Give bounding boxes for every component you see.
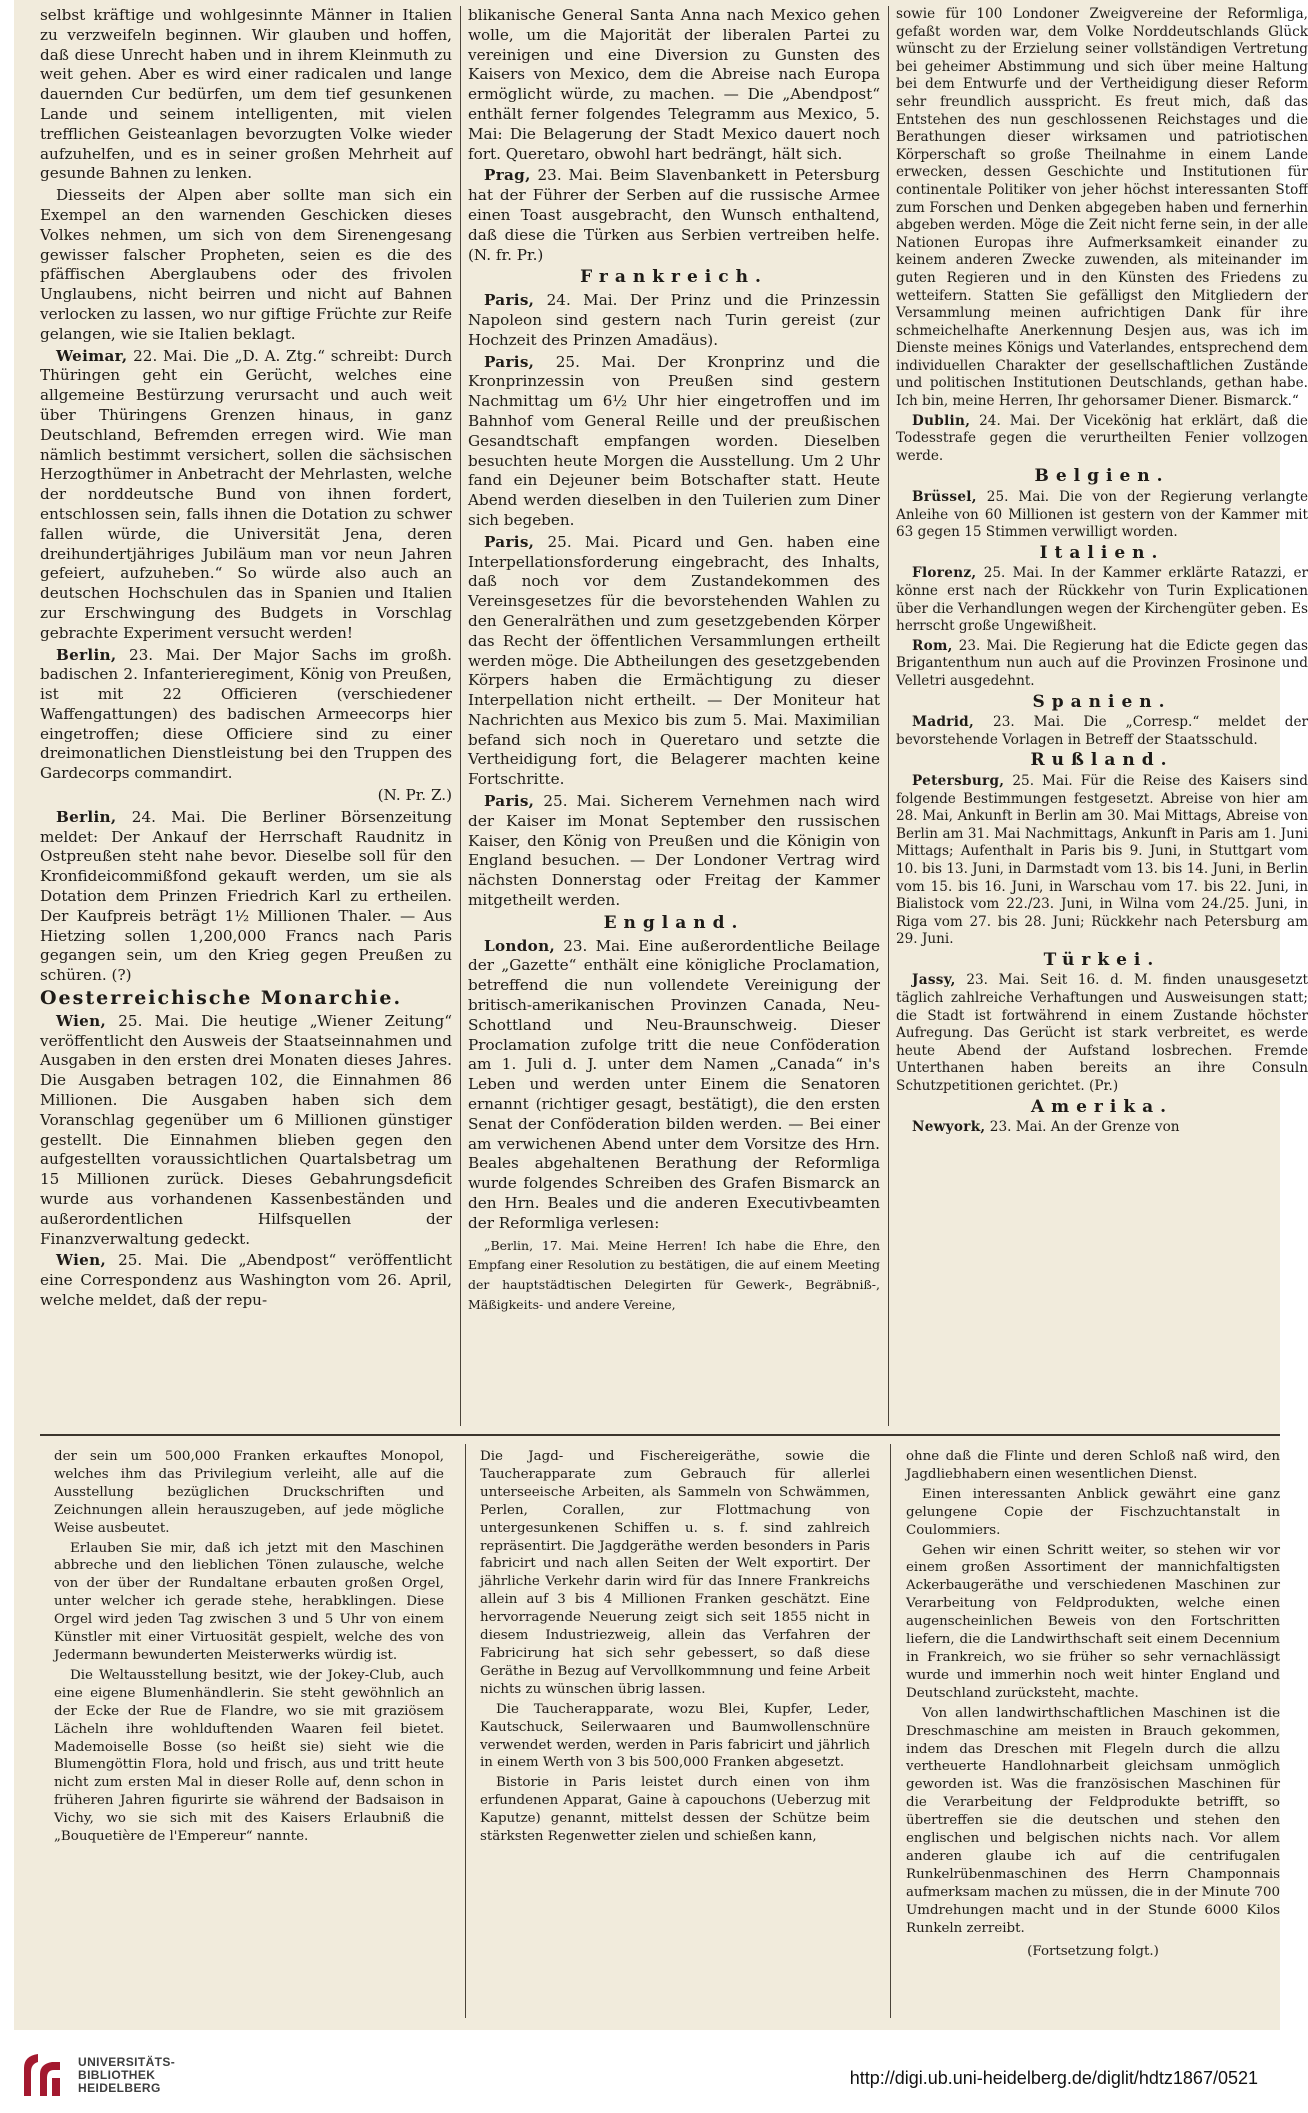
news-item: [896, 714, 1308, 749]
news-text: 23. Mai. Seit 16. d. M. finden unausgesetzt täglich zahlreiche Verhaftungen und Ausweisungen statt; die Stadt ist fortwährend in einem Zustande höchster Aufregung. Das Gerücht ist stark verbreitet, es werde heute Abend der Aufstand losbrechen. Fremde Unterthanen haben bereits an ihre Consuln Schutzpetitionen gerichtet. (Pr.): [896, 972, 1308, 1095]
news-text: 25. Mai. Sicherem Vernehmen nach wird der Kaiser im Monat September den russischen Kaiser, den König von Preußen und die Königin von England besuchen. — Der Londoner Vertrag wird nächsten Donnerstag oder Freitag der Kammer mitgetheilt werden.: [468, 792, 881, 910]
column-3: [896, 6, 1308, 1426]
dateline-place: Prag,: [484, 166, 531, 185]
news-item: [468, 291, 880, 350]
news-item: [896, 565, 1308, 635]
news-section: [40, 0, 1308, 1430]
dateline-place: Madrid,: [912, 714, 975, 731]
column-divider: [460, 6, 461, 1426]
section-heading: Italien.: [1039, 542, 1165, 563]
news-text: 23. Mai. Eine außerordentliche Beilage der „Gazette“ enthält eine königliche Proclamation, betreffend die nun vollendete Vereinigung der britisch-amerikanischen Provinzen Canada, Neu-Schottland und Neu-Braunschweig. Dieser Proclamation zufolge tritt die neue Conföderation am 1. Juli d. J. unter dem Namen „Canada“ in's Leben und werden unter Einem die Senatoren ernannt (richtiger gesagt, bestätigt), die den ersten Senat der Conföderation bilden werden. — Bei einer am verwichenen Abend unter dem Vorsitze des Hrn. Beales abgehaltenen Berathung der Reformliga wurde folgendes Schreiben des Grafen Bismarck an den Hrn. Beales und die anderen Executivbeamten der Reformliga verlesen:: [468, 936, 881, 1232]
news-text: 24. Mai. Der Prinz und die Prinzessin Napoleon sind gestern nach Turin gereist (zur Hochzeit des Prinzen Amadäus).: [468, 291, 881, 349]
feuilleton-divider: [40, 1434, 1280, 1436]
news-text: 22. Mai. Die „D. A. Ztg.“ schreibt: Durch Thüringen geht ein Gerücht, welches eine allgemeine Bestürzung verursacht und auch weit über Thüringens Grenzen hinaus, in ganz Deutschland, Befremden erregen wird. Wie man nämlich bestimmt versichert, sollen die sächsischen Herzogthümer in Anbetracht der Mehrlasten, welche der norddeutsche Bund von ihnen fordert, entschlossen sein, falls ihnen die Dotation zu schwer fallen würde, die Universität Jena, deren dreihundertjähriges Jubiläum man vor neun Jahren gefeiert, aufzuheben.“ So würde also auch an deutschen Hochschulen das in Spanien und Italien zur Erschwingung des Budgets in Vorschlag gebrachte Experiment versucht werden!: [40, 346, 452, 642]
news-text: 24. Mai. Die Berliner Börsenzeitung meldet: Der Ankauf der Herrschaft Raudnitz in Ostpreußen steht nahe bevor. Dieselbe soll für den Kronfideicommißfond gekauft werden, um sie als Dotation dem Prinzen Friedrich Karl zu ertheilen. Der Kaufpreis beträgt 1½ Millionen Thaler. — Aus Hietzing sollen 1,200,000 Francs nach Paris gegangen sein, um den Krieg gegen Preußen zu schüren. (?): [40, 807, 453, 985]
news-text: 25. Mai. Für die Reise des Kaisers sind folgende Bestimmungen festgesetzt. Abreise von hier am 28. Mai, Ankunft in Berlin am 30. Mai Mittags, Abreise von Berlin am 31. Mai Nachmittags, Ankunft in Paris am 1. Juni Mittags; Aufenthalt in Paris bis 9. Juni, in Stuttgart vom 10. bis 13. Juni, in Darmstadt vom 13. bis 14. Juni, in Berlin vom 15. bis 16. Juni, in Warschau vom 17. bis 22. Juni, in Bialistock vom 22./23. Juni, in Wilna vom 24./25. Juni, in Riga vom 27. bis 28. Juni; Rückkehr nach Petersburg am 29. Juni.: [896, 772, 1308, 948]
paragraph: Von allen landwirthschaftlichen Maschinen ist die Dreschmaschine am meisten in Brauch gekommen, indem das Dreschen mit Flegeln durch die allzu vertheuerte Handlohnarbeit gleichsam unmöglich geworden ist. Was die französischen Maschinen für die Verarbeitung der Feldprodukte betrifft, so übertreffen sie die deutschen und stehen den englischen und belgischen nichts nach. Vor allem anderen glaube ich auf die centrifugalen Runkelrübenmaschinen des Herrn Champonnais aufmerksam machen zu müssen, die in der Minute 700 Umdrehungen macht und in der Stunde 6000 Kilos Runkeln zerreibt.: [906, 1705, 1280, 1936]
dateline-place: Florenz,: [912, 565, 977, 582]
section-heading: Frankreich.: [580, 267, 768, 288]
column-1: [40, 6, 452, 1426]
dateline-place: Newyork,: [912, 1119, 986, 1136]
source-attribution: (N. Pr. Z.): [377, 786, 452, 805]
news-item: [40, 1251, 452, 1310]
paragraph: „Berlin, 17. Mai. Meine Herren! Ich habe die Ehre, den Empfang einer Resolution zu bestätigen, die auf einem Meeting der hauptstädtischen Delegirten für Gewerk-, Begräbniß-, Mäßigkeits- und andere Vereine,: [468, 1237, 880, 1312]
news-item: [896, 413, 1308, 466]
news-item: [468, 792, 880, 911]
news-text: 23. Mai. Der Major Sachs im großh. badischen 2. Infanterieregiment, König von Preußen, ist mit 22 Officieren (verschiedener Waffengattungen) des badischen Armeecorps hier eingetroffen; diese Officiere sind zu einer dreimonatlichen Dienstleistung bei den Truppen des Gardecorps commandirt.: [40, 645, 453, 783]
column-divider: [890, 1444, 891, 2018]
feuilleton-section: [40, 1440, 1280, 2025]
dateline-place: Berlin,: [56, 645, 117, 664]
column-divider: [888, 6, 889, 1426]
permalink-url[interactable]: http://digi.ub.uni-heidelberg.de/diglit/hdtz1867/0521: [849, 2068, 1258, 2088]
dateline-place: Berlin,: [56, 807, 117, 826]
news-item: [896, 489, 1308, 542]
dateline-place: Brüssel,: [912, 489, 977, 506]
dateline-place: Paris,: [484, 352, 535, 371]
news-item: [896, 972, 1308, 1095]
news-text: 25. Mai. Die heutige „Wiener Zeitung“ veröffentlicht den Ausweis der Staatseinnahmen und Ausgaben in den ersten drei Monaten dieses Jahres. Die Ausgaben betragen 102, die Einnahmen 86 Millionen. Die Ausgaben haben sich dem Voranschlag gegenüber um 6 Millionen günstiger gestellt. Die Einnahmen blieben gegen den aufgestellten voraussichtlichen Quartalsbetrag um 15 Millionen zurück. Dieses Gebahrungsdeficit wurde aus vorhandenen Kassenbeständen und außerordentlichen Hilfsquellen der Finanzverwaltung gedeckt.: [40, 1011, 453, 1248]
section-heading: Spanien.: [1032, 691, 1172, 712]
news-text: 25. Mai. Picard und Gen. haben eine Interpellationsforderung eingebracht, des Inhalts, daß noch vor dem Zustandekommen des Vereinsgesetzes für die bevorstehenden Wahlen zu den Generalräthen und zum gesetzgebenden Körper das Recht der öffentlichen Versammlungen ertheilt werden möge. Die Abtheilungen des gesetzgebenden Körpers haben die Ermächtigung zu dieser Interpellation nicht ertheilt. — Der Moniteur hat Nachrichten aus Mexico bis zum 5. Mai. Maximilian befand sich noch in Queretaro und setzte die Vertheidigung fort, die Belagerer machten keine Fortschritte.: [468, 532, 880, 789]
section-heading: England.: [603, 912, 745, 933]
news-text: 23. Mai. An der Grenze von: [989, 1119, 1180, 1136]
paragraph: Einen interessanten Anblick gewährt eine ganz gelungene Copie der Fischzuchtanstalt in Coulommiers.: [906, 1486, 1280, 1538]
news-item: [896, 773, 1308, 949]
news-text: 25. Mai. In der Kammer erklärte Ratazzi, er könne erst nach der Rückkehr von Turin Explicationen über die Verhandlungen wegen der Kirchengüter geben. Es herrscht große Ungewißheit.: [896, 565, 1308, 635]
library-line-3: HEIDELBERG: [78, 2081, 161, 2095]
section-heading: Belgien.: [1034, 466, 1170, 487]
section-heading: Türkei.: [1043, 949, 1161, 970]
news-item: [468, 353, 880, 531]
news-text: 23. Mai. Beim Slavenbankett in Petersburg hat der Führer der Serben auf die russische Armee einen Toast ausgebracht, den Wunsch enthaltend, daß diese die Türken aus Serbien vertreiben helfe. (N. fr. Pr.): [468, 166, 880, 264]
paragraph: Die Jagd- und Fischereigeräthe, sowie die Taucherapparate zum Gebrauch für allerlei unterseeische Arbeiten, als Sammeln von Schwämmen, Perlen, Corallen, zur Flottmachung von untergesunkenen Schiffen u. s. f. sind zahlreich repräsentirt. Die Jagdgeräthe werden besonders in Paris fabricirt und nach allen Seiten der Welt exportirt. Der jährliche Verkehr darin wird für das Innere Frankreichs allein auf 3 bis 4 Millionen Franken geschätzt. Eine hervorragende Neuerung zeigt sich seit 1855 nicht in diesem Industriezweig, allein das Verfahren der Fabricirung hat sich sehr gebessert, so daß diese Geräthe in Bezug auf Vervollkommnung und feine Arbeit nichts zu wünschen übrig lassen.: [480, 1449, 870, 1697]
paragraph: Die Taucherapparate, wozu Blei, Kupfer, Leder, Kautschuck, Seilerwaaren und Baumwollenschnüre verwendet werden, werden in Paris fabricirt und jährlich in einem Werth von 3 bis 500,000 Franken abgesetzt.: [480, 1701, 870, 1771]
dateline-place: Wien,: [56, 1011, 107, 1030]
section-heading: Amerika.: [1030, 1096, 1174, 1117]
paragraph: Gehen wir einen Schritt weiter, so stehen wir vor einem großen Assortiment der mannichfaltigsten Ackerbaugeräthe und verschiedenen Maschinen zur Verarbeitung von Feldprodukten, welche einen augenscheinlichen Beweis von den Fortschritten liefern, die die Landwirthschaft seit einem Decennium in Frankreich, wo sie früher so sehr vernachlässigt wurde und immerhin noch weit hinter England und Deutschland zurücksteht, machte.: [906, 1542, 1280, 1701]
newspaper-page: [14, 0, 1308, 2030]
feuilleton-column-1: [54, 1448, 444, 2018]
news-item: [468, 937, 880, 1234]
library-name: [78, 2056, 175, 2095]
news-text: 23. Mai. Die Regierung hat die Edicte gegen das Brigantenthum nun auch auf die Provinzen Frosinone und Velletri ausgedehnt.: [896, 637, 1308, 689]
dateline-place: Paris,: [484, 792, 535, 811]
column-2: [468, 6, 880, 1426]
dateline-place: Dublin,: [912, 412, 971, 429]
dateline-place: Petersburg,: [912, 772, 1005, 789]
news-text: 25. Mai. Der Kronprinz und die Kronprinzessin von Preußen sind gestern Nachmittag um 6½ Uhr hier eingetroffen und im Bahnhof vom General Reille und der preußischen Gesandtschaft empfangen worden. Dieselben besuchten heute Morgen die Ausstellung. Um 2 Uhr fand ein Dejeuner beim Botschafter statt. Heute Abend werden dieselben in den Tuilerien zum Diner sich begeben.: [468, 352, 881, 529]
heidelberg-university-seal-icon: [14, 2048, 70, 2104]
dateline-place: Weimar,: [56, 346, 128, 365]
paragraph: selbst kräftige und wohlgesinnte Männer in Italien zu verzweifeln beginnen. Wir glauben und hoffen, daß diese Unrecht haben und in ihrem Kleinmuth zu weit gehen. Aber es wird einer radicalen und lange dauernden Cur bedürfen, um dem tief gesunkenen Lande und seinem intelligenten, mit vielen trefflichen Geisteanlagen bevorzugten Volke wieder aufzuhelfen, und es in seiner großen Mehrheit auf gesunde Bahnen zu lenken.: [40, 6, 452, 183]
news-text: 25. Mai. Die „Abendpost“ veröffentlicht eine Correspondenz aus Washington vom 26. April, welche meldet, daß der repu-: [40, 1251, 452, 1309]
section-heading: Rußland.: [1030, 750, 1174, 771]
news-item: [40, 646, 452, 785]
feuilleton-column-2: [480, 1448, 870, 2018]
dateline-place: Jassy,: [912, 972, 956, 989]
paragraph: ohne daß die Flinte und deren Schloß naß wird, den Jagdliebhabern einen wesentlichen Dienst.: [906, 1449, 1280, 1482]
dateline-place: Wien,: [56, 1251, 107, 1270]
news-text: 24. Mai. Der Vicekönig hat erklärt, daß die Todesstrafe gegen die verurtheilten Fenier vollzogen werde.: [896, 412, 1308, 464]
paragraph: Diesseits der Alpen aber sollte man sich ein Exempel an den warnenden Geschicken dieses Volkes nehmen, um sich von dem Sirenengesang gewisser falscher Propheten, seien es die des pfäffischen Aberglaubens oder des frivolen Unglaubens, nicht beirren und nicht auf Bahnen verlocken zu lassen, wo nur giftige Früchte zur Reife gelangen, wie sie Italien beklagt.: [40, 186, 452, 343]
news-item: [896, 1119, 1308, 1137]
dateline-place: Paris,: [484, 532, 535, 551]
dateline-place: Paris,: [484, 291, 535, 310]
news-item: [40, 347, 452, 644]
paragraph: blikanische General Santa Anna nach Mexico gehen wolle, um die Majorität der liberalen Partei zu vereinigen und eine Diversion zu Gunsten des Kaisers von Mexico, dem die Abreise nach Europa ermöglicht würde, zu machen. — Die „Abendpost“ enthält ferner folgendes Telegramm aus Mexico, 5. Mai: Die Belagerung der Stadt Mexico dauert noch fort. Queretaro, obwohl hart bedrängt, hält sich.: [468, 6, 880, 163]
paragraph: Erlauben Sie mir, daß ich jetzt mit den Maschinen abbreche und den lieblichen Tönen zulausche, welche von der über der Rundaltane erbauten großen Orgel, unter welcher ich gerade stehe, herabklingen. Diese Orgel wird jeden Tag zwischen 3 und 5 Uhr von einem Künstler mit einer Virtuosität gespielt, welche des von Jedermann bewunderten Meisterwerks würdig ist.: [54, 1540, 444, 1663]
news-text: 25. Mai. Die von der Regierung verlangte Anleihe von 60 Millionen ist gestern von der Kammer mit 63 gegen 15 Stimmen verwilligt worden.: [896, 489, 1308, 541]
library-line-1: UNIVERSITÄTS-: [78, 2055, 176, 2069]
continuation-note: (Fortsetzung folgt.): [1027, 1944, 1159, 1960]
news-text: 23. Mai. Die „Corresp.“ meldet der bevorstehende Vorlagen in Betreff der Staatsschuld.: [896, 714, 1308, 748]
paragraph: der sein um 500,000 Franken erkauftes Monopol, welches ihm das Privilegium verleiht, alle auf die Ausstellung bezüglichen Druckschriften und Zeichnungen allein herauszugeben, auf jede mögliche Weise ausbeutet.: [54, 1449, 444, 1536]
dateline-place: London,: [484, 936, 556, 955]
news-item: [896, 638, 1308, 691]
column-divider: [465, 1444, 466, 2018]
footer-bar: [0, 2040, 1278, 2113]
section-heading: Oesterreichische Monarchie.: [40, 987, 403, 1010]
news-item: [40, 1012, 452, 1250]
paragraph: Die Weltausstellung besitzt, wie der Jokey-Club, auch eine eigene Blumenhändlerin. Sie steht gewöhnlich an der Ecke der Rue de Flandre, wo sie mit graziösem Lächeln ihre wohlduftenden Waaren feil bietet. Mademoiselle Bosse (so heißt sie) sieht wie die Blumengöttin Flora, hold und frisch, aus und tritt heute nicht zum ersten Mal in dieser Rolle auf, denn schon in früheren Jahren figurirte sie während der Badsaison in Vichy, wo sie sich mit des Kaisers Erlaubniß die „Bouquetière de l'Empereur“ nannte.: [54, 1667, 444, 1845]
library-line-2: BIBLIOTHEK: [78, 2068, 156, 2082]
paragraph: sowie für 100 Londoner Zweigvereine der Reformliga, gefaßt worden war, dem Volke Norddeutschlands Glück wünscht zu der Erzielung seiner vollständigen Vertretung bei geheimer Abstimmung und sich über meine Haltung bei dem Entwurfe und der Vertheidigung dieser Reform sehr freundlich ausspricht. Es freut mich, daß das Entstehen des nun geschlossenen Reichstages und die Berathungen dieser wirksamen und patriotischen Körperschaft so große Theilnahme in einem Lande erwecken, dessen Geschichte und Institutionen für continentale Politiker von jeher höchst interessanten Stoff zum Forschen und Denken abgegeben haben und fernerhin abgeben werden. Möge die Zeit nicht ferne sein, in der alle Nationen Europas ihre Aufmerksamkeit einander zu keinem anderen Zwecke zuwenden, als miteinander im guten Regieren und in den Künsten des Friedens zu wetteifern. Statten Sie gefälligst den Mitgliedern der Versammlung meinen aufrichtigen Dank für ihre schmeichelhafte Anerkennung Desjen aus, was ich im Dienste meines Königs und Vaterlandes, entsprechend dem individuellen Charakter der gesellschaftlichen Zustände und politischen Institutionen Deutschlands, gethan habe. Ich bin, meine Herren, Ihr gehorsamer Diener. Bismarck.“: [896, 6, 1308, 410]
news-item: [40, 808, 452, 986]
paragraph: Bistorie in Paris leistet durch einen von ihm erfundenen Apparat, Gaine à capouchons (Ueberzug mit Kaputze) genannt, mittelst dessen der Schütze beim stärksten Regenwetter zielen und schießen kann,: [480, 1775, 870, 1845]
feuilleton-column-3: [906, 1448, 1280, 2018]
news-item: [468, 166, 880, 265]
news-item: [468, 533, 880, 790]
dateline-place: Rom,: [912, 637, 953, 654]
